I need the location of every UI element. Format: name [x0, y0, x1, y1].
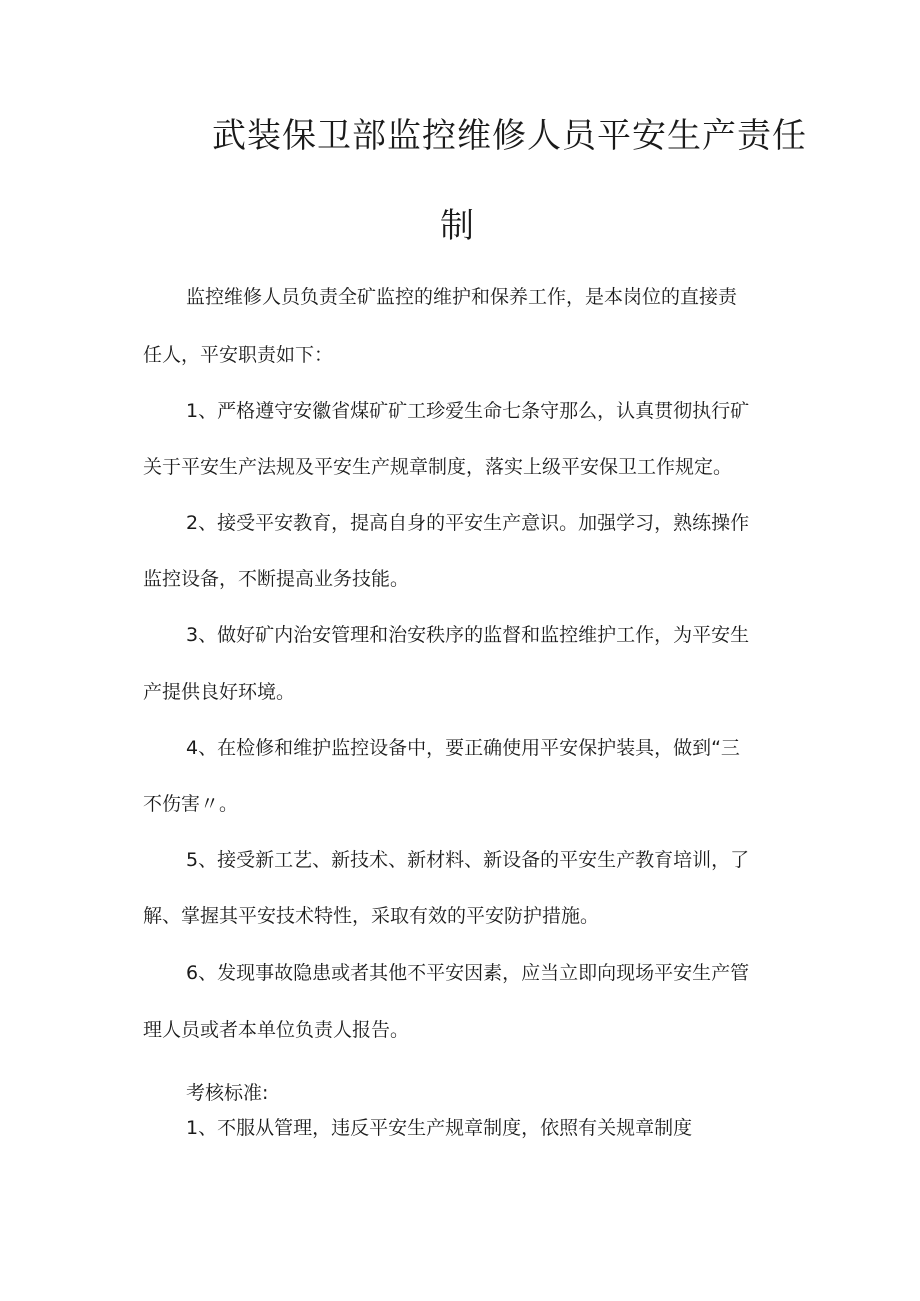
intro-line-2: 任人，平安职责如下：: [143, 344, 334, 366]
assessment-item-1: 1、不服从管理，违反平安生产规章制度，依照有关规章制度: [186, 1117, 693, 1139]
item-6-line-1: 6、发现事故隐患或者其他不平安因素，应当立即向现场平安生产管: [186, 962, 750, 984]
item-6-line-2: 理人员或者本单位负责人报告。: [143, 1019, 410, 1041]
intro-line-1: 监控维修人员负责全矿监控的维护和保养工作，是本岗位的直接责: [186, 286, 738, 308]
item-4-line-1: 4、在检修和维护监控设备中，要正确使用平安保护装具，做到“三: [186, 737, 740, 759]
item-5-line-1: 5、接受新工艺、新技术、新材料、新设备的平安生产教育培训，了: [186, 849, 750, 871]
item-1-line-1: 1、严格遵守安徽省煤矿矿工珍爱生命七条守那么，认真贯彻执行矿: [186, 400, 750, 422]
item-2-line-1: 2、接受平安教育，提高自身的平安生产意识。加强学习，熟练操作: [186, 512, 750, 534]
document-title-line-1: 武装保卫部监控维修人员平安生产责任: [212, 116, 807, 156]
assessment-heading: 考核标准:: [186, 1082, 269, 1104]
item-3-line-1: 3、做好矿内治安管理和治安秩序的监督和监控维护工作，为平安生: [186, 624, 750, 646]
item-4-line-2: 不伤害〃。: [143, 793, 239, 815]
item-5-line-2: 解、掌握其平安技术特性，采取有效的平安防护措施。: [143, 905, 600, 927]
document-title-line-2: 制: [440, 206, 474, 246]
item-3-line-2: 产提供良好环境。: [143, 681, 296, 703]
item-1-line-2: 关于平安生产法规及平安生产规章制度，落实上级平安保卫工作规定。: [143, 456, 733, 478]
item-2-line-2: 监控设备，不断提高业务技能。: [143, 568, 410, 590]
